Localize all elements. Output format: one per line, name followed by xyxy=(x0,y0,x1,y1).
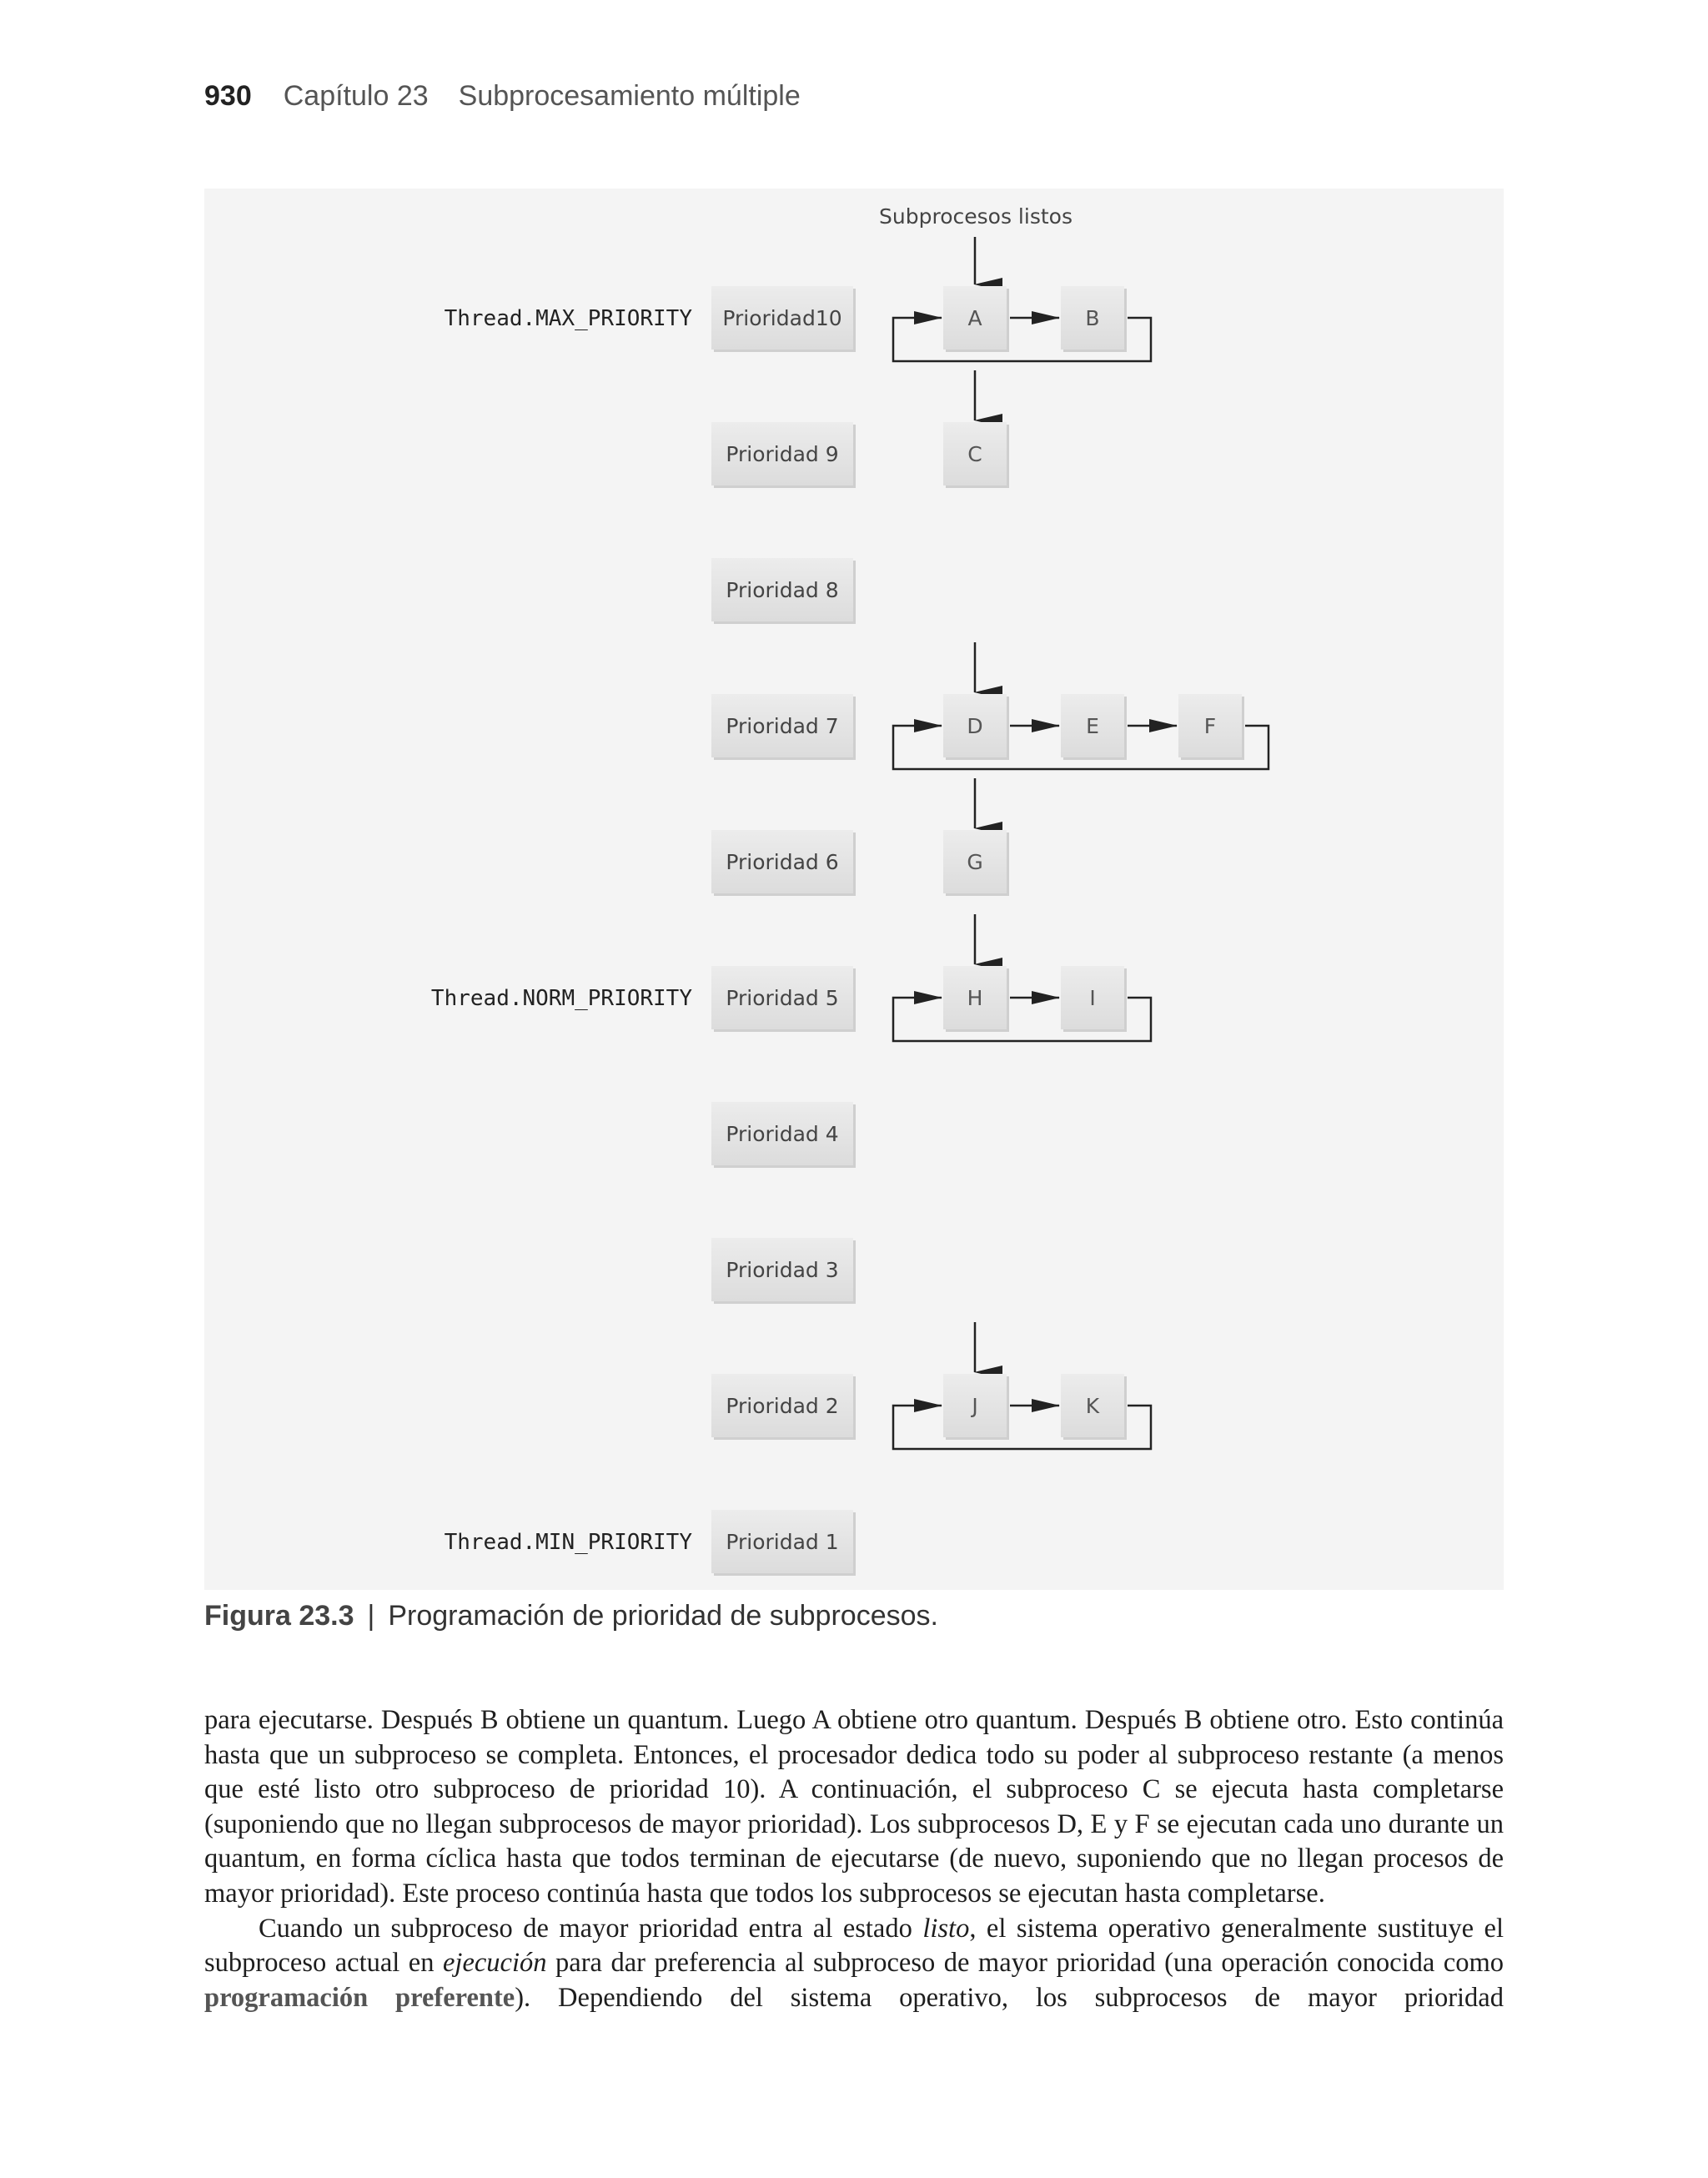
text-run: para dar preferencia al subproceso de mayor prioridad (una operación conocida como xyxy=(546,1948,1504,1979)
figure-caption xyxy=(204,1600,938,1632)
bold-term-programacion-preferente: programación preferente xyxy=(204,1982,515,2013)
page-number: 930 xyxy=(204,80,252,112)
body-text xyxy=(204,1703,1504,2015)
priority-label: Prioridad 3 xyxy=(726,1258,839,1282)
figure-number: Figura 23.3 xyxy=(204,1600,354,1632)
priority-label: Prioridad 7 xyxy=(726,714,839,738)
thread-node-label: I xyxy=(1089,986,1096,1010)
italic-term-listo: listo xyxy=(922,1913,970,1944)
priority-label: Prioridad 5 xyxy=(726,986,839,1010)
figure-panel xyxy=(204,189,1504,1590)
thread-node-label: K xyxy=(1085,1394,1100,1418)
caption-separator: | xyxy=(367,1600,375,1632)
paragraph-1: para ejecutarse. Después B obtiene un quantum. Luego A obtiene otro quantum. Después B obtiene otro. Esto continúa hasta que un subproceso se completa. Entonces, el procesador dedica todo su poder al subproceso restante (a menos que esté listo otro subproceso de prioridad 10). A continuación, el subproceso C se ejecuta hasta completarse (suponiendo que no llegan subprocesos de mayor prioridad). Los subprocesos D, E y F se ejecutan cada uno durante un quantum, en forma cíclica hasta que todos terminan de ejecutarse (de nuevo, suponiendo que no llegan procesos de mayor prioridad). Este proceso continúa hasta que todos los subprocesos se ejecutan hasta completarse. xyxy=(204,1705,1504,1909)
ready-threads-label: Subprocesos listos xyxy=(879,204,1073,229)
text-run: ). Dependiendo del sistema operativo, los subprocesos de mayor prioridad xyxy=(515,1982,1504,2013)
priority-constant-label: Thread.NORM_PRIORITY xyxy=(430,986,692,1011)
page-header xyxy=(204,80,801,113)
thread-node-label: F xyxy=(1203,714,1217,738)
thread-node-label: H xyxy=(967,986,983,1010)
paragraph-2 xyxy=(204,1912,1504,2016)
priority-label: Prioridad 8 xyxy=(726,578,839,602)
thread-node-label: J xyxy=(972,1394,978,1418)
priority-label: Prioridad 4 xyxy=(726,1122,839,1146)
chapter-title: Subprocesamiento múltiple xyxy=(458,80,801,112)
caption-text: Programación de prioridad de subprocesos. xyxy=(388,1600,938,1632)
priority-diagram xyxy=(204,189,1504,1590)
priority-label: Prioridad 6 xyxy=(726,850,839,874)
priority-label: Prioridad 1 xyxy=(726,1530,839,1554)
italic-term-ejecucion: ejecución xyxy=(443,1948,547,1979)
priority-label: Prioridad10 xyxy=(722,306,842,330)
thread-node-label: B xyxy=(1085,306,1100,330)
text-run: , el sistema operativo generalmente sustituye el subproceso actual en xyxy=(204,1913,1504,1979)
thread-node-label: E xyxy=(1086,714,1099,738)
text-run: Cuando un subproceso de mayor prioridad entra al estado xyxy=(259,1913,923,1944)
priority-constant-label: Thread.MIN_PRIORITY xyxy=(444,1530,692,1555)
thread-node-label: C xyxy=(967,442,982,466)
chapter-number: Capítulo 23 xyxy=(283,80,429,112)
priority-constant-label: Thread.MAX_PRIORITY xyxy=(444,306,692,331)
thread-node-label: G xyxy=(967,850,983,874)
thread-node-label: D xyxy=(967,714,983,738)
priority-label: Prioridad 2 xyxy=(726,1394,839,1418)
priority-label: Prioridad 9 xyxy=(726,442,839,466)
thread-node-label: A xyxy=(967,306,982,330)
